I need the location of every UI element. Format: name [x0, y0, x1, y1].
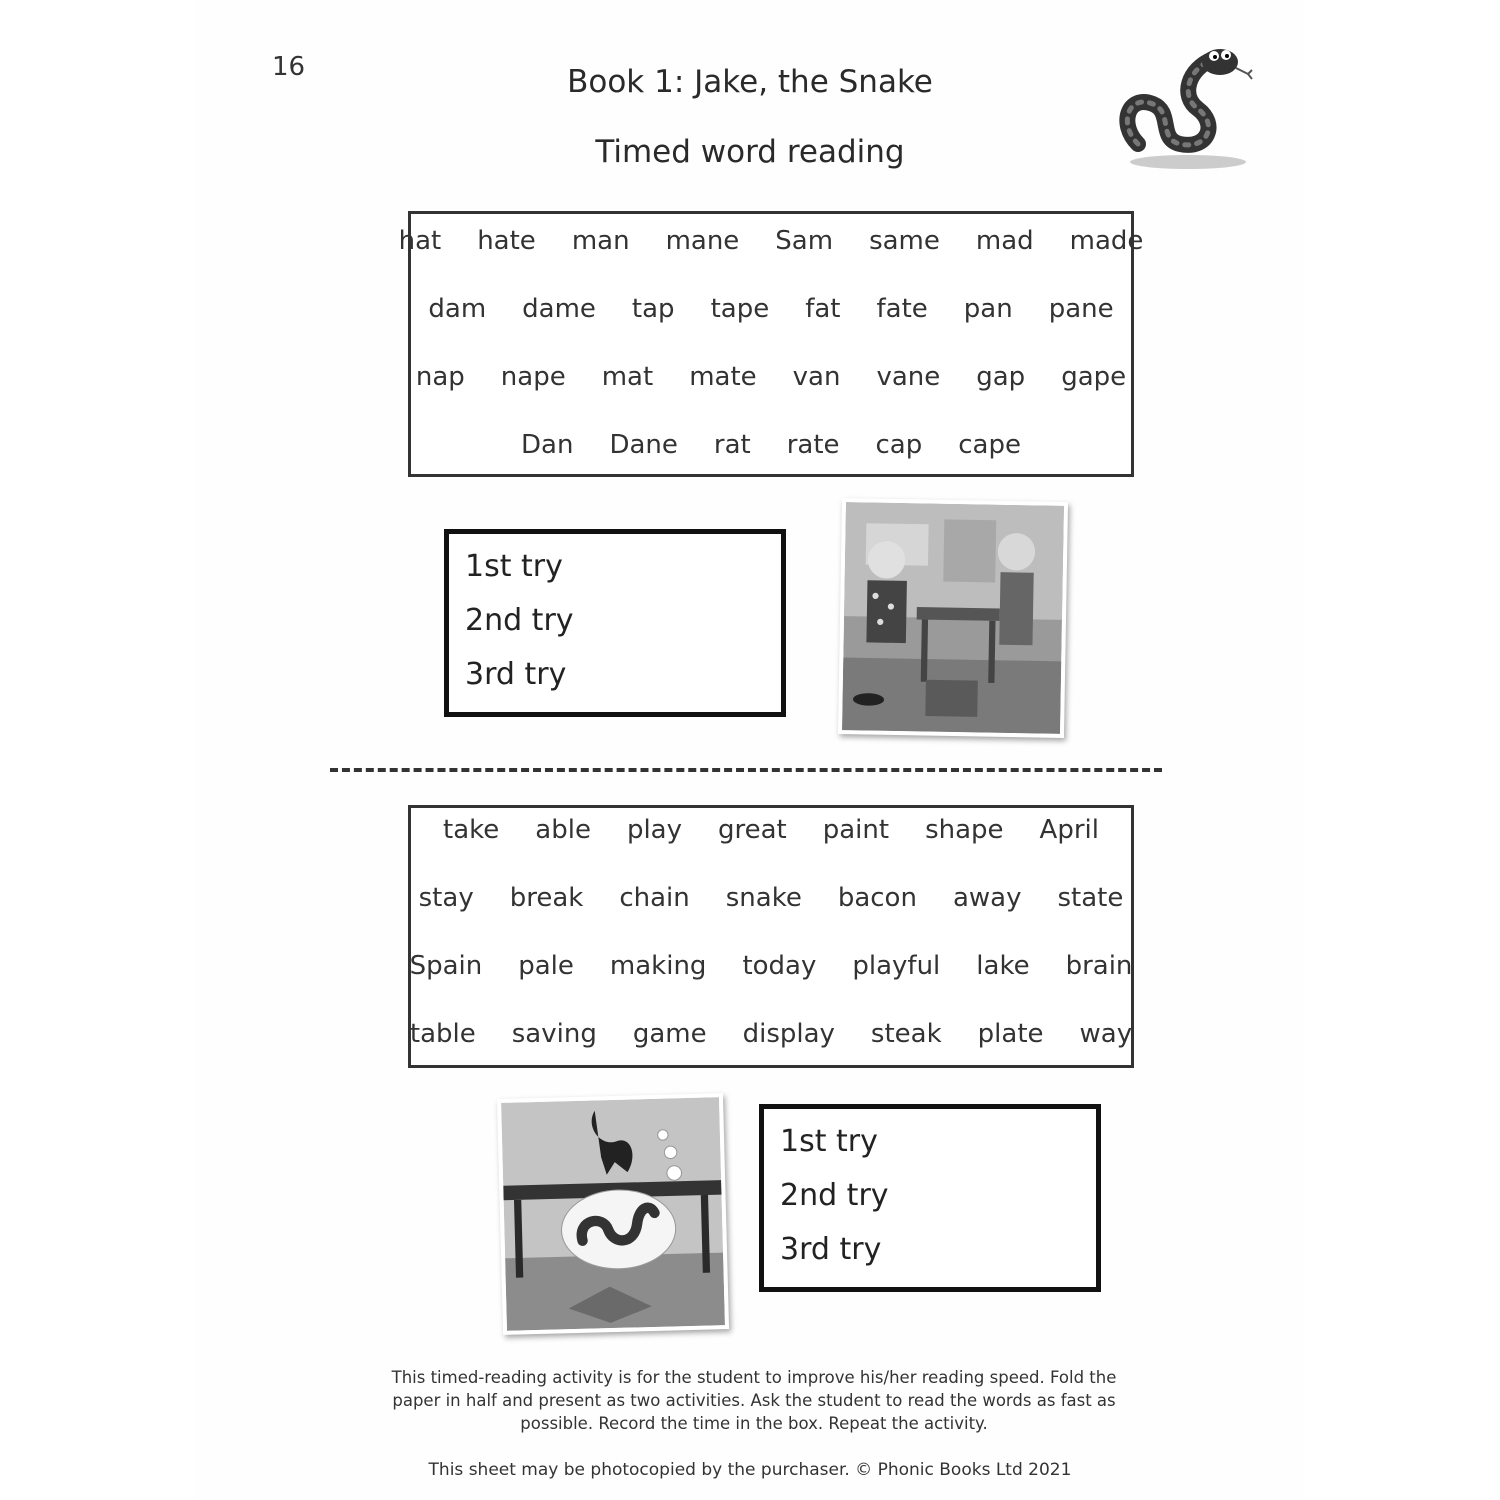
word: nap: [415, 362, 465, 392]
word: vane: [876, 362, 941, 392]
word-row: [411, 944, 1131, 1012]
word: gap: [976, 362, 1026, 392]
word: fat: [805, 294, 841, 324]
word: nape: [500, 362, 566, 392]
word: mate: [689, 362, 757, 392]
word: mad: [975, 226, 1034, 256]
word: Sam: [775, 226, 834, 256]
cat-and-snake-dream-image: [497, 1093, 729, 1335]
word: stay: [418, 883, 474, 913]
snake-icon: [1118, 44, 1258, 174]
try-record-box[interactable]: [759, 1104, 1101, 1292]
word: great: [717, 815, 787, 845]
word-row: [411, 284, 1131, 352]
bottom-word-list: [408, 805, 1134, 1068]
word: van: [792, 362, 841, 392]
word-row: [398, 214, 1144, 284]
kitchen-scene-image: [838, 498, 1068, 738]
try-record-box[interactable]: [444, 529, 786, 717]
word: same: [869, 226, 940, 256]
word: hate: [477, 226, 536, 256]
word: rate: [786, 430, 840, 460]
word: mane: [665, 226, 740, 256]
word: state: [1057, 883, 1124, 913]
word: rat: [713, 430, 751, 460]
word: gape: [1061, 362, 1127, 392]
word-row: [411, 876, 1131, 944]
word: tape: [710, 294, 770, 324]
word: shape: [925, 815, 1004, 845]
word-row: [411, 808, 1131, 876]
word: dame: [522, 294, 596, 324]
word: dam: [428, 294, 487, 324]
word: table: [409, 1019, 476, 1049]
word: fate: [876, 294, 928, 324]
page-subtitle: Timed word reading: [595, 134, 905, 170]
word: break: [509, 883, 584, 913]
word: playful: [852, 951, 941, 981]
word: April: [1039, 815, 1099, 845]
word: today: [742, 951, 817, 981]
word: Dane: [609, 430, 678, 460]
word: steak: [870, 1019, 942, 1049]
word: cap: [875, 430, 923, 460]
activity-instructions: This timed-reading activity is for the student to improve his/her reading speed. Fold the paper in half and present as two activities. Ask the student to read the words as fast as possible. Record the time in the box. Repeat the activity.: [391, 1368, 1117, 1433]
word: brain: [1065, 951, 1133, 981]
word: cape: [958, 430, 1021, 460]
word: hat: [398, 226, 442, 256]
word-row: [411, 420, 1131, 488]
word: making: [609, 951, 707, 981]
page-title: Book 1: Jake, the Snake: [567, 64, 933, 100]
word: man: [571, 226, 630, 256]
word: made: [1069, 226, 1144, 256]
word-row: [411, 1012, 1131, 1080]
word: bacon: [837, 883, 917, 913]
word: able: [535, 815, 591, 845]
word: snake: [725, 883, 802, 913]
word: game: [632, 1019, 707, 1049]
word: play: [626, 815, 682, 845]
third-try-label: 3rd try: [465, 657, 567, 692]
word: away: [952, 883, 1022, 913]
word: saving: [511, 1019, 597, 1049]
word: pale: [518, 951, 574, 981]
word: paint: [822, 815, 890, 845]
word: way: [1079, 1019, 1133, 1049]
word: lake: [976, 951, 1030, 981]
word: tap: [631, 294, 675, 324]
top-word-list: [398, 211, 1144, 477]
word: pane: [1048, 294, 1114, 324]
third-try-label: 3rd try: [780, 1232, 882, 1267]
word: plate: [977, 1019, 1044, 1049]
word-row: [411, 352, 1131, 420]
second-try-label: 2nd try: [780, 1178, 889, 1213]
word: Dan: [521, 430, 574, 460]
word: mat: [601, 362, 654, 392]
first-try-label: 1st try: [465, 549, 563, 584]
first-try-label: 1st try: [780, 1124, 878, 1159]
page-number: 16: [272, 52, 306, 82]
word: chain: [619, 883, 690, 913]
copyright-notice: This sheet may be photocopied by the purchaser. © Phonic Books Ltd 2021: [428, 1460, 1072, 1480]
word: Spain: [409, 951, 483, 981]
word: take: [443, 815, 500, 845]
fold-line-divider: [330, 768, 1162, 772]
second-try-label: 2nd try: [465, 603, 574, 638]
word: display: [742, 1019, 835, 1049]
word: pan: [963, 294, 1013, 324]
